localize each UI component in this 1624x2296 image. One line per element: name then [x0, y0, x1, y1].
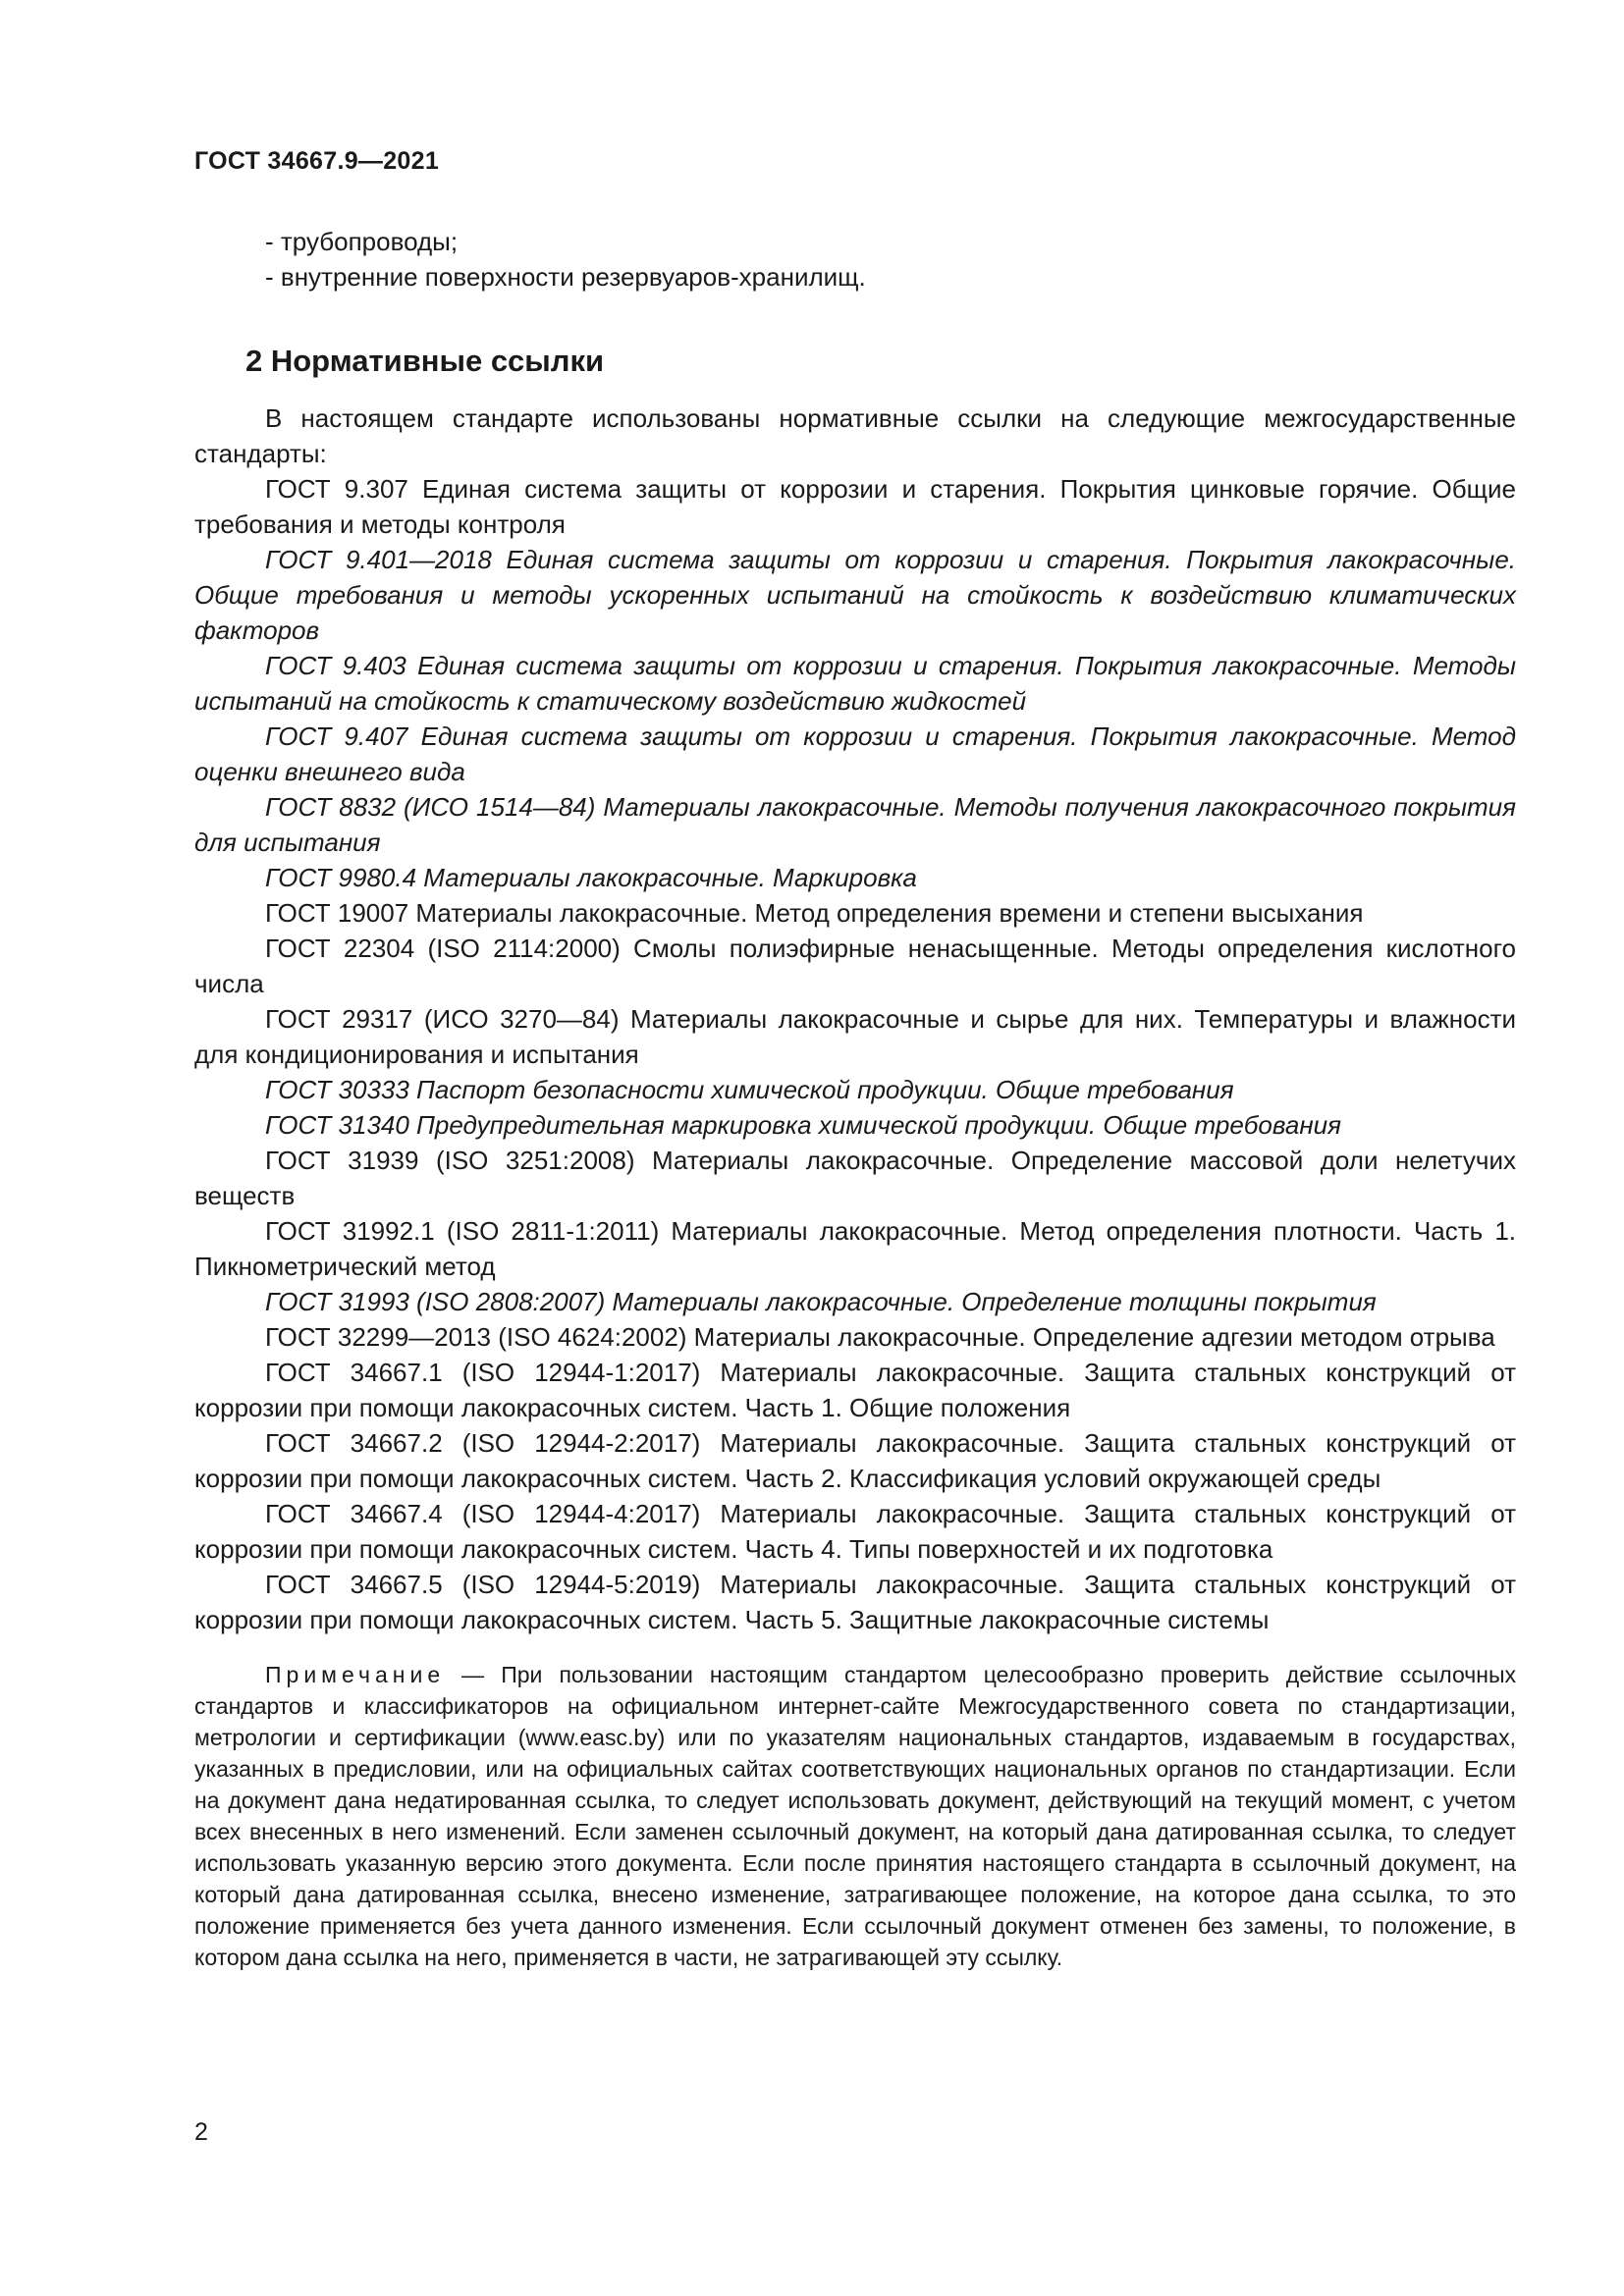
reference-item: ГОСТ 31993 (ISO 2808:2007) Материалы лакокрасочные. Определение толщины покрытия: [265, 1287, 1377, 1316]
reference-item: ГОСТ 31340 Предупредительная маркировка химической продукции. Общие требования: [265, 1110, 1341, 1140]
note-paragraph: [194, 1659, 1516, 1973]
reference-item: ГОСТ 30333 Паспорт безопасности химической продукции. Общие требования: [265, 1075, 1234, 1104]
note-label: Примечание: [265, 1662, 446, 1687]
page-number: 2: [194, 2118, 208, 2146]
reference-item: ГОСТ 22304 (ISO 2114:2000) Смолы полиэфирные ненасыщенные. Методы определения кислотного числа: [194, 934, 1516, 998]
list-item: - внутренние поверхности резервуаров-хранилищ.: [265, 262, 866, 292]
reference-item: ГОСТ 19007 Материалы лакокрасочные. Метод определения времени и степени высыхания: [265, 898, 1364, 928]
reference-item: ГОСТ 9.401—2018 Единая система защиты от коррозии и старения. Покрытия лакокрасочные. Общие требования и методы ускоренных испытаний на стойкость к воздействию климатических факторов: [194, 545, 1516, 645]
reference-item: ГОСТ 31992.1 (ISO 2811-1:2011) Материалы лакокрасочные. Метод определения плотности. Часть 1. Пикнометрический метод: [194, 1216, 1516, 1281]
list-item: - трубопроводы;: [265, 227, 459, 256]
note-text: — При пользовании настоящим стандартом целесообразно проверить действие ссылочных стандартов и классификаторов на официальном интернет-сайте Межгосударственного совета по стандартизации, метрологии и сертификации (www.easc.by) или по указателям национальных стандартов, издаваемым в государствах, указанных в предисловии, или на официальных сайтах соответствующих национальных органов по стандартизации. Если на документ дана недатированная ссылка, то следует использовать документ, действующий на текущий момент, с учетом всех внесенных в него изменений. Если заменен ссылочный документ, на который дана датированная ссылка, то следует использовать указанную версию этого документа. Если после принятия настоящего стандарта в ссылочный документ, на который дана датированная ссылка, внесено изменение, затрагивающее положение, на которое дана ссылка, то это положение применяется без учета данного изменения. Если ссылочный документ отменен без замены, то положение, в котором дана ссылка на него, применяется в части, не затрагивающей эту ссылку.: [194, 1662, 1516, 1970]
reference-item: ГОСТ 8832 (ИСО 1514—84) Материалы лакокрасочные. Методы получения лакокрасочного покрытия для испытания: [194, 792, 1516, 857]
references-list: [194, 471, 1516, 1637]
document-body: [194, 224, 1516, 1973]
reference-item: ГОСТ 32299—2013 (ISO 4624:2002) Материалы лакокрасочные. Определение адгезии методом отрыва: [265, 1322, 1495, 1352]
section-intro: В настоящем стандарте использованы нормативные ссылки на следующие межгосударственные стандарты:: [194, 403, 1516, 468]
reference-item: ГОСТ 34667.5 (ISO 12944-5:2019) Материалы лакокрасочные. Защита стальных конструкций от коррозии при помощи лакокрасочных систем. Часть 5. Защитные лакокрасочные системы: [194, 1570, 1516, 1634]
reference-item: ГОСТ 34667.4 (ISO 12944-4:2017) Материалы лакокрасочные. Защита стальных конструкций от коррозии при помощи лакокрасочных систем. Часть 4. Типы поверхностей и их подготовка: [194, 1499, 1516, 1564]
section-title: 2 Нормативные ссылки: [245, 344, 605, 378]
reference-item: ГОСТ 34667.2 (ISO 12944-2:2017) Материалы лакокрасочные. Защита стальных конструкций от коррозии при помощи лакокрасочных систем. Часть 2. Классификация условий окружающей среды: [194, 1428, 1516, 1493]
reference-item: ГОСТ 9980.4 Материалы лакокрасочные. Маркировка: [265, 863, 917, 892]
reference-item: ГОСТ 9.307 Единая система защиты от коррозии и старения. Покрытия цинковые горячие. Общие требования и методы контроля: [194, 474, 1516, 539]
reference-item: ГОСТ 9.403 Единая система защиты от коррозии и старения. Покрытия лакокрасочные. Методы испытаний на стойкость к статическому воздействию жидкостей: [194, 651, 1516, 716]
reference-item: ГОСТ 9.407 Единая система защиты от коррозии и старения. Покрытия лакокрасочные. Метод оценки внешнего вида: [194, 721, 1516, 786]
reference-item: ГОСТ 29317 (ИСО 3270—84) Материалы лакокрасочные и сырье для них. Температуры и влажности для кондиционирования и испытания: [194, 1004, 1516, 1069]
reference-item: ГОСТ 31939 (ISO 3251:2008) Материалы лакокрасочные. Определение массовой доли нелетучих веществ: [194, 1146, 1516, 1210]
document-code-header: ГОСТ 34667.9—2021: [194, 147, 440, 175]
reference-item: ГОСТ 34667.1 (ISO 12944-1:2017) Материалы лакокрасочные. Защита стальных конструкций от коррозии при помощи лакокрасочных систем. Часть 1. Общие положения: [194, 1358, 1516, 1422]
